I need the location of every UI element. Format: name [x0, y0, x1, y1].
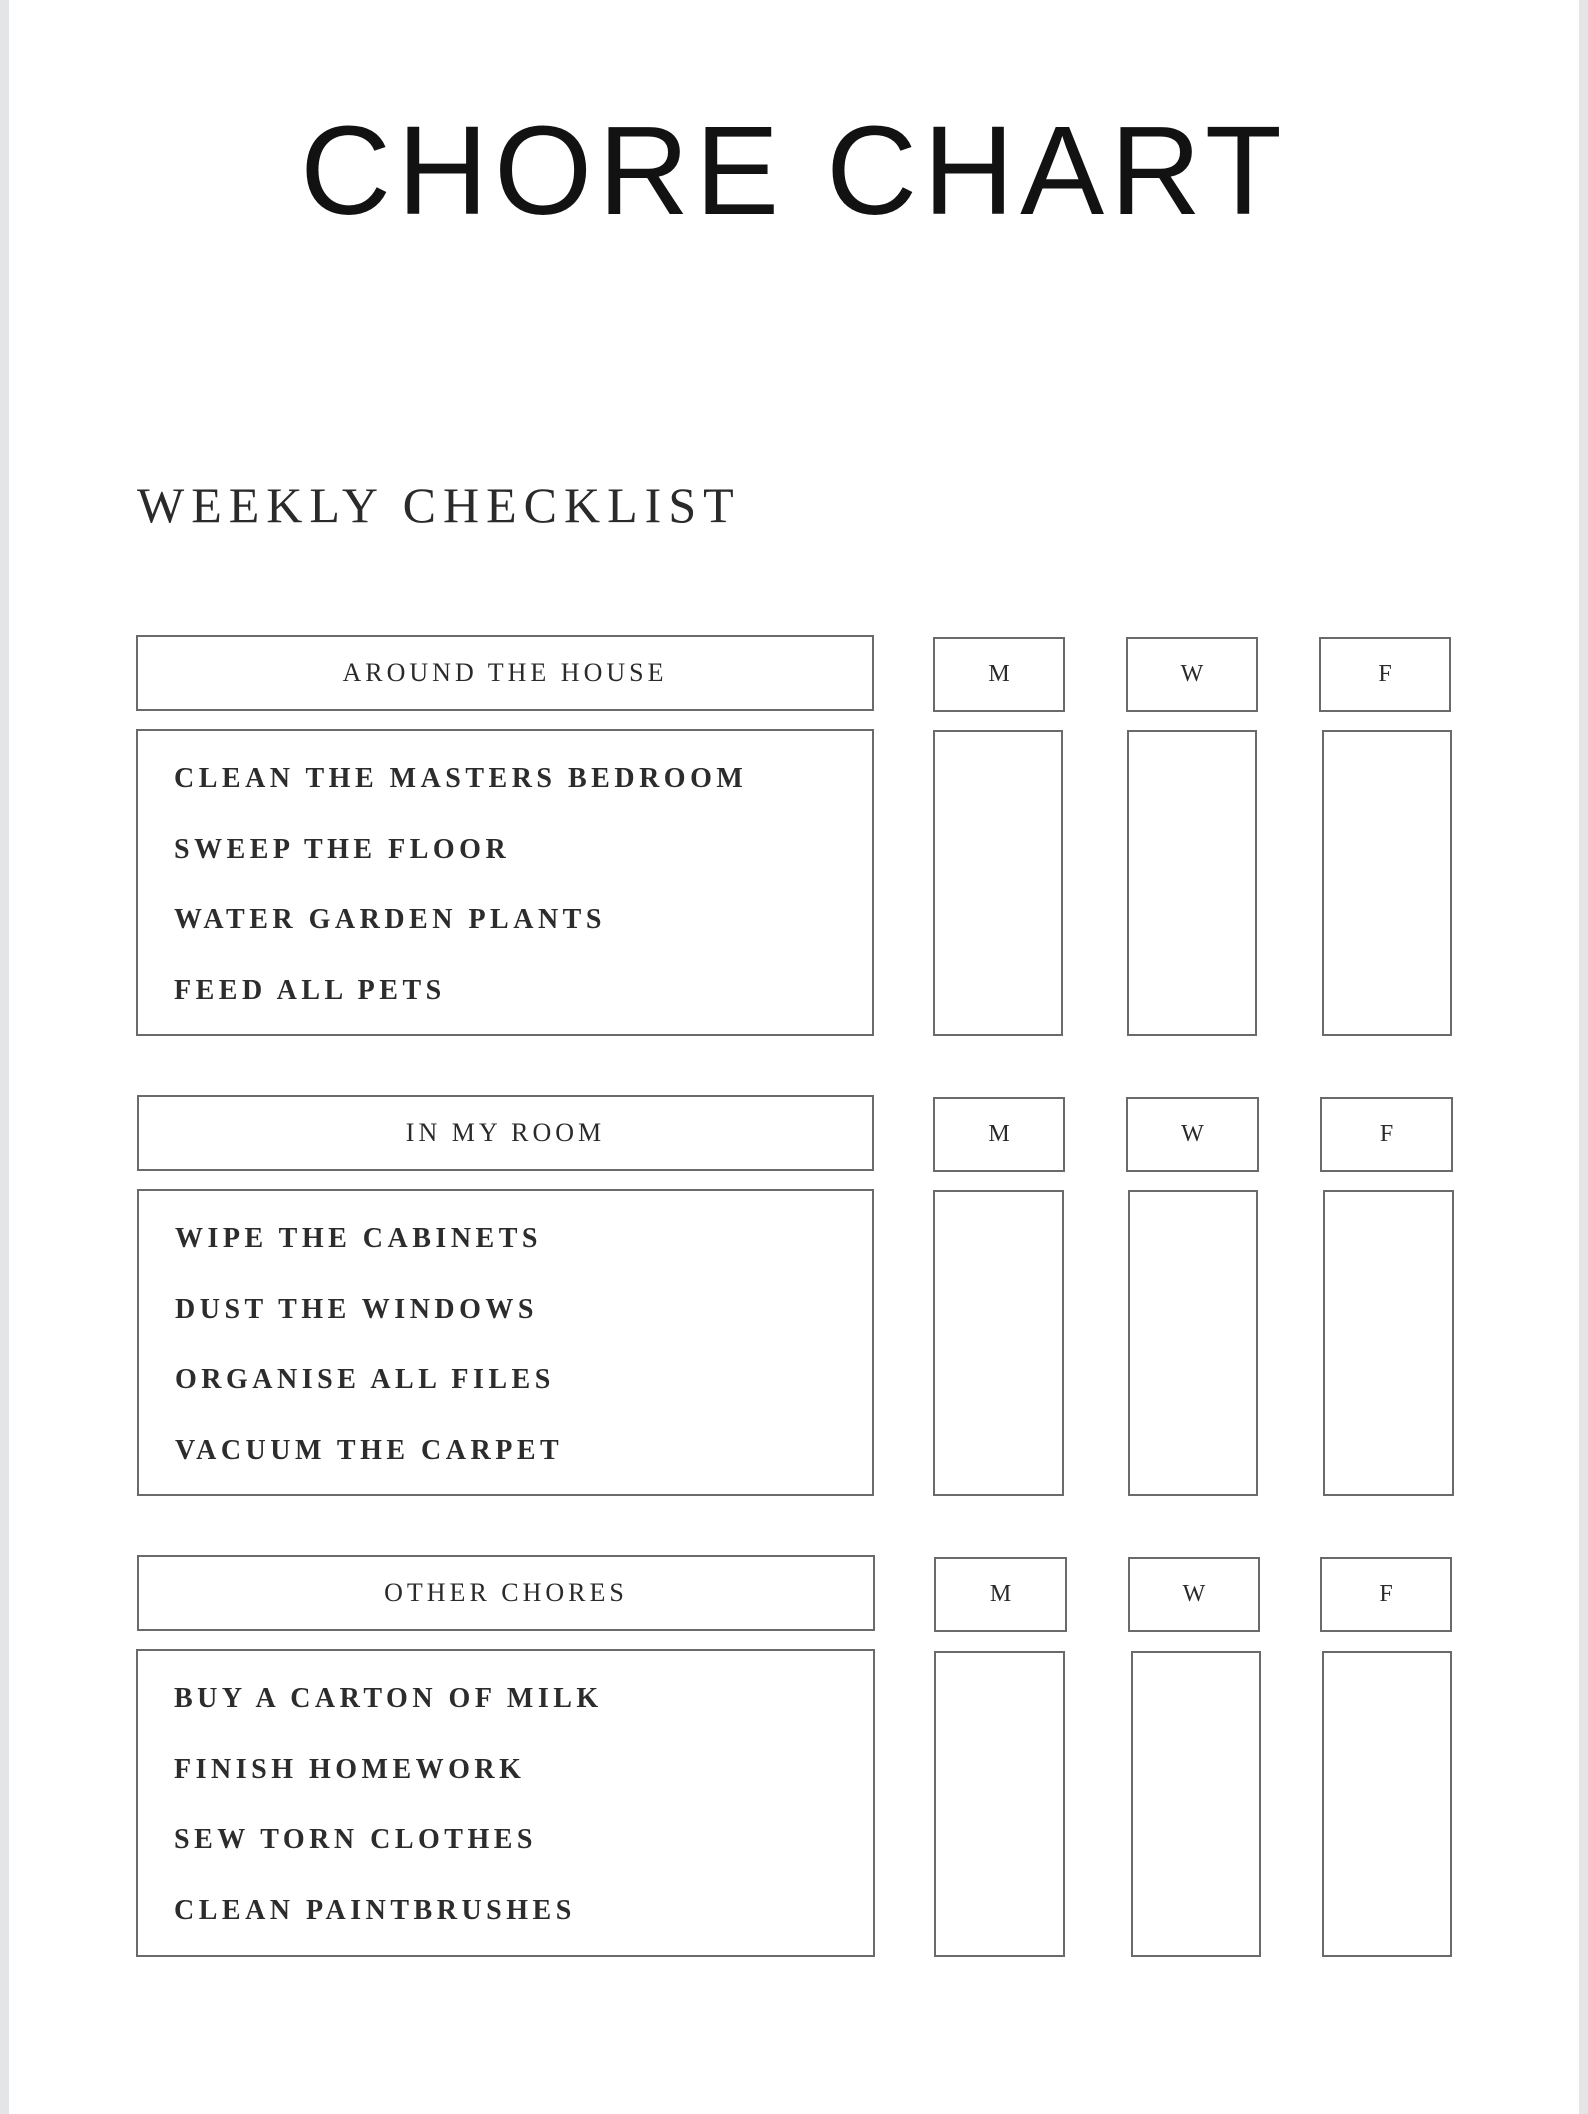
day-header-wednesday: W — [1126, 1097, 1259, 1172]
chore-item: CLEAN THE MASTERS BEDROOM — [174, 763, 748, 794]
chore-item: FINISH HOMEWORK — [174, 1753, 526, 1785]
checkbox-column-friday[interactable] — [1322, 730, 1452, 1036]
checkbox-column-monday[interactable] — [934, 1651, 1065, 1957]
chore-item: DUST THE WINDOWS — [175, 1293, 538, 1325]
day-header-wednesday: W — [1128, 1557, 1260, 1632]
section-heading-in-my-room: IN MY ROOM — [137, 1095, 874, 1171]
day-header-friday: F — [1319, 637, 1451, 712]
chore-item: CLEAN PAINTBRUSHES — [174, 1894, 576, 1926]
chore-item: WATER GARDEN PLANTS — [174, 904, 606, 935]
chore-item: BUY A CARTON OF MILK — [174, 1683, 603, 1714]
day-header-monday: M — [933, 1097, 1065, 1172]
page-title: CHORE CHART — [300, 100, 1288, 241]
chore-item: FEED ALL PETS — [174, 974, 446, 1006]
day-header-wednesday: W — [1126, 637, 1258, 712]
chore-item: SEW TORN CLOTHES — [174, 1824, 538, 1855]
chore-chart-page — [9, 0, 1579, 2114]
chore-item: VACUUM THE CARPET — [175, 1434, 564, 1466]
chore-list-other-chores — [136, 1649, 875, 1957]
checkbox-column-wednesday[interactable] — [1127, 730, 1257, 1036]
chore-item: ORGANISE ALL FILES — [175, 1364, 555, 1395]
chore-item: WIPE THE CABINETS — [175, 1223, 542, 1254]
checkbox-column-monday[interactable] — [933, 730, 1063, 1036]
page-subtitle: WEEKLY CHECKLIST — [137, 477, 741, 533]
checkbox-column-monday[interactable] — [933, 1190, 1064, 1496]
section-heading-other-chores: OTHER CHORES — [137, 1555, 875, 1631]
chore-list-in-my-room — [137, 1189, 874, 1496]
checkbox-column-wednesday[interactable] — [1128, 1190, 1258, 1496]
day-header-monday: M — [933, 637, 1065, 712]
day-header-monday: M — [934, 1557, 1067, 1632]
checkbox-column-friday[interactable] — [1322, 1651, 1452, 1957]
day-header-friday: F — [1320, 1557, 1452, 1632]
day-header-friday: F — [1320, 1097, 1453, 1172]
checkbox-column-wednesday[interactable] — [1131, 1651, 1261, 1957]
chore-item: SWEEP THE FLOOR — [174, 833, 511, 865]
section-heading-around-the-house: AROUND THE HOUSE — [136, 635, 874, 711]
checkbox-column-friday[interactable] — [1323, 1190, 1454, 1496]
chore-list-around-the-house — [136, 729, 874, 1036]
